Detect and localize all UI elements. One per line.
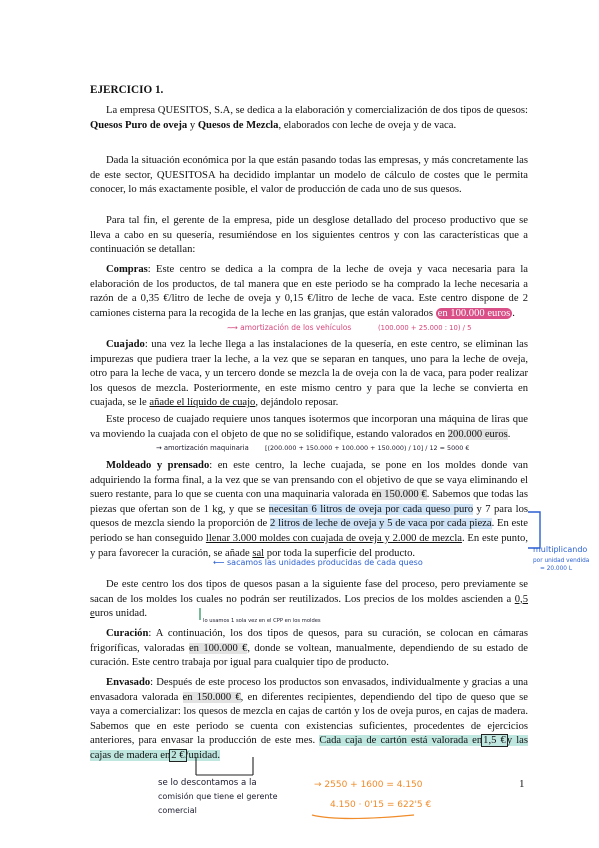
note-moldes: lo usamos 1 sola vez en el CPP en los moldes — [203, 618, 321, 624]
note-calc-2: 4.150 · 0'15 = 622'5 € — [330, 800, 432, 810]
situation-text: Dada la situación económica por la que están pasando todas las empresas, y más concretamente las de este sector, QUESITOSA ha decidido implantar un modelo de cálculo de costes que le permita conocer, lo más exactamente posible, el valor de producción de cada uno de sus quesos. — [90, 155, 528, 196]
moldeado-underline-1: llenar 3.000 moldes con cuajada de oveja y 2.000 de mezcla — [205, 532, 462, 544]
calc-underline — [312, 815, 414, 819]
moldeado-text-6: por toda la superficie del producto. — [264, 547, 416, 559]
note-amort-vehiculos-text: amortización de los vehículos — [240, 323, 352, 332]
moldeado-value-2: necesitan 6 litros de oveja por cada queso puro — [268, 503, 474, 515]
note-amort-maquinaria: → amortización maquinaria — [156, 444, 249, 452]
note-por-unidad: por unidad vendida — [533, 558, 590, 564]
note-descontamos-2: comisión que tiene el gerente — [158, 792, 278, 801]
note-calc-1: → 2550 + 1600 = 4.150 — [314, 780, 423, 790]
bracket-mark — [528, 512, 540, 548]
curacion-text-2: , donde se voltean, manualmente, dependiendo de su estado de curación. Este centro trabaja por igual para cualquier tipo de producto. — [90, 642, 528, 669]
moldeado-text-1: : en este centro, la leche cuajada, se pone en los moldes donde van adquiriendo la forma final, a la vez que se van prensando con el objetivo de que se vaya eliminando el suero restante, para lo que se cuenta con una maquinaria valorada — [90, 460, 528, 501]
product-oveja: Quesos Puro de oveja — [90, 119, 188, 131]
product-mezcla: Quesos de Mezcla — [197, 119, 279, 131]
envasado-carton-price: 1,5 € — [483, 735, 506, 747]
moldeado-underline-2: sal — [252, 547, 265, 559]
note-multiplicando: multiplicando — [533, 545, 588, 554]
cuajado2-end: . — [507, 428, 511, 440]
note-sacamos-text: sacamos las unidades producidas de cada queso — [227, 558, 423, 567]
cuajado2-value: 200.000 euros — [447, 428, 508, 440]
moldeado-value-1: en 150.000 € — [371, 489, 427, 501]
compras-end: . — [512, 307, 515, 319]
moldeado-text-4: . En este periodo se han conseguido — [90, 518, 528, 544]
moldeado-text-3: y 7 para los quesos de mezcla siendo la proporción de — [90, 503, 528, 530]
compras-label: Compras — [106, 264, 148, 275]
envasado-label: Envasado — [106, 677, 151, 688]
page-number: 1 — [519, 778, 525, 790]
note-descontamos-1: se lo descontamos a la — [158, 778, 257, 788]
note-sacamos: ⟵ sacamos las unidades producidas de cada queso — [213, 558, 423, 567]
moldeado-label: Moldeado y prensado — [106, 460, 210, 471]
curacion-text-1: : A continuación, los dos tipos de quesos, para su curación, se colocan en cámaras frigoríficas, valoradas — [90, 628, 528, 654]
envasado-text-1: : Después de este proceso los productos son envasados, individualmente y gracias a una envasadora valorada — [90, 677, 528, 703]
cuajado-underlined: añade el líquido de cuajo — [149, 397, 256, 409]
envasado-highlight-1: Cada caja de cartón está valorada en — [319, 735, 483, 747]
moldeado2-end: uros unidad. — [94, 608, 148, 620]
exercise-title: EJERCICIO 1. — [90, 84, 164, 96]
note-calc-vehiculos: (100.000 + 25.000 : 10) / 5 — [378, 324, 472, 332]
compras-value: en 100.000 euros — [437, 307, 511, 319]
envasado-highlight-5: /unidad. — [185, 749, 220, 761]
envasado-text-2: , en diferentes recipientes, dependiendo del tipo de queso que se vaya a comercializar: los quesos de mezcla en cajas de cartón y los de oveja puros, en cajas de madera. Sabemos que en este periodo se cuenta con existencias suficientes, procedentes de ejercicios anteriores, para envasar la producción de este mes. — [90, 691, 528, 747]
note-descontamos-3: comercial — [158, 806, 197, 815]
cuajado-label: Cuajado — [106, 339, 145, 350]
note-amort-vehiculos: ⟿ amortización de los vehículos — [227, 323, 352, 332]
cuajado2-text: Este proceso de cuajado requiere unos tanques isotermos que incorporan una máquina de liras que va moviendo la cuajada con el objeto de que no se solidifique, estando valorados en — [90, 414, 528, 440]
envasado-highlight-3: y las cajas de madera en — [90, 735, 528, 761]
moldeado2-text: De este centro los dos tipos de quesos pasan a la siguiente fase del proceso, pero previamente se sacan de los moldes los cuales no podrán ser reutilizados. Los precios de los moldes ascienden a — [90, 579, 528, 605]
moldeado-text-5: . En este punto, y para favorecer la curación, se añade — [90, 532, 528, 559]
purpose-text: Para tal fin, el gerente de la empresa, pide un desglose detallado del proceso productivo que se lleva a cabo en su quesería, resumiéndose en los siguientes centros y con las características que a continuación se detallan: — [90, 215, 528, 256]
envasado-wood-price: 2 € — [171, 749, 185, 761]
intro-and: y — [187, 119, 198, 131]
curacion-label: Curación — [106, 628, 149, 639]
intro-end: , elaborados con leche de oveja y de vaca. — [278, 119, 457, 131]
envasado-value: en 150.000 € — [182, 691, 241, 703]
intro-text: La empresa QUESITOS, S.A, se dedica a la elaboración y comercialización de dos tipos de quesos: — [106, 105, 528, 116]
note-calc-maquinaria: [(200.000 + 150.000 + 100.000 + 150.000) / 10] / 12 = 5000 € — [265, 444, 470, 452]
compras-text: : Este centro se dedica a la compra de la leche de oveja y vaca necesaria para la elaboración de los productos, de tal manera que en este periodo se ha comprado la leche necesaria a razón de a 0,35 €/litro de leche de oveja y 0,15 €/litro de leche de vaca. Este centro dispone de 2 camiones cisterna para la recogida de la leche en las granjas, que están valorados — [90, 264, 528, 319]
moldeado-text-2: . Sabemos que todas las piezas que ofertan son de 1 kg, y que se — [90, 489, 528, 515]
note-amort-maquinaria-text: amortización maquinaria — [163, 444, 249, 452]
moldeado-value-3: 2 litros de leche de oveja y 5 de vaca por cada pieza — [270, 518, 492, 530]
cuajado-text: : una vez la leche llega a las instalaciones de la quesería, en este centro, se eliminan las impurezas que pudiera traer la leche, a la vez que se separan en tanques, uno para la leche de oveja, otro para la leche de vaca, y un tercero donde se mezcla la de oveja con la de vaca, para poder realizar los quesos de mezcla. Posteriormente, en este mismo centro y para que la leche se convierta en cuajada, se le — [90, 339, 528, 409]
cuajado-end: , dejándolo reposar. — [255, 397, 339, 409]
curacion-value: en 100.000 € — [188, 642, 248, 654]
note-por-unidad-value: = 20.000 L — [540, 566, 573, 572]
moldeado2-value: 0,5 e — [90, 593, 528, 620]
